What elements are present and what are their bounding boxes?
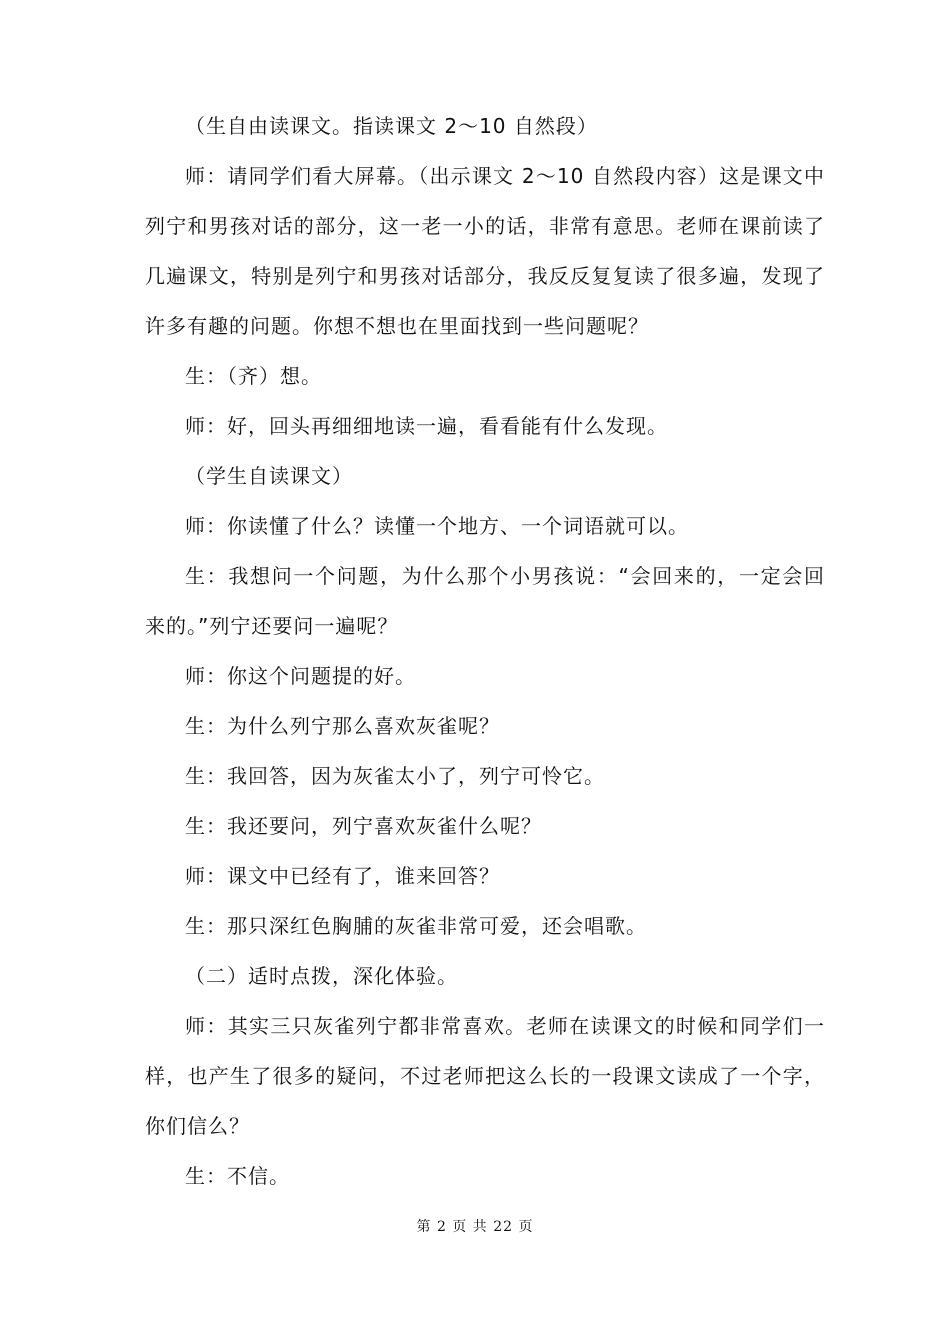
paragraph: 生：那只深红色胸脯的灰雀非常可爱，还会唱歌。 [185,914,647,938]
paragraph: 师：好，回头再细细地读一遍，看看能有什么发现。 [185,414,668,438]
paragraph: 师：你读懂了什么？读懂一个地方、一个词语就可以。 [185,514,689,538]
paragraph: 生：我还要问，列宁喜欢灰雀什么呢？ [185,814,542,838]
paragraph: 师：其实三只灰雀列宁都非常喜欢。老师在读课文的时候和同学们一样，也产生了很多的疑问，不过老师把这么长的一段课文读成了一个字，你们信么？ [145,1014,825,1138]
paragraph: 生：为什么列宁那么喜欢灰雀呢？ [185,714,500,738]
paragraph: 生：不信。 [185,1164,290,1188]
section-heading: （二）适时点拨，深化体验。 [185,964,458,988]
paragraph: 生：我回答，因为灰雀太小了，列宁可怜它。 [185,764,605,788]
paragraph: 师：请同学们看大屏幕。（出示课文 2～10 自然段内容）这是课文中列宁和男孩对话的部分，这一老一小的话，非常有意思。老师在课前读了几遍课文，特别是列宁和男孩对话部分，我反反复复读了很多遍，发现了许多有趣的问题。你想不想也在里面找到一些问题呢？ [145,164,825,338]
paragraph: （生自由读课文。指读课文 2～10 自然段） [185,114,598,138]
paragraph: （学生自读课文） [185,464,353,488]
document-body [145,101,825,1201]
paragraph: 师：你这个问题提的好。 [185,664,416,688]
page-footer [0,1216,950,1236]
paragraph: 生：我想问一个问题，为什么那个小男孩说：“会回来的，一定会回来的。”列宁还要问一遍呢？ [145,564,825,638]
paragraph: 师：课文中已经有了，谁来回答？ [185,864,500,888]
page-number-label: 第 2 页 共 22 页 [416,1219,534,1235]
paragraph: 生：（齐）想。 [185,364,322,388]
